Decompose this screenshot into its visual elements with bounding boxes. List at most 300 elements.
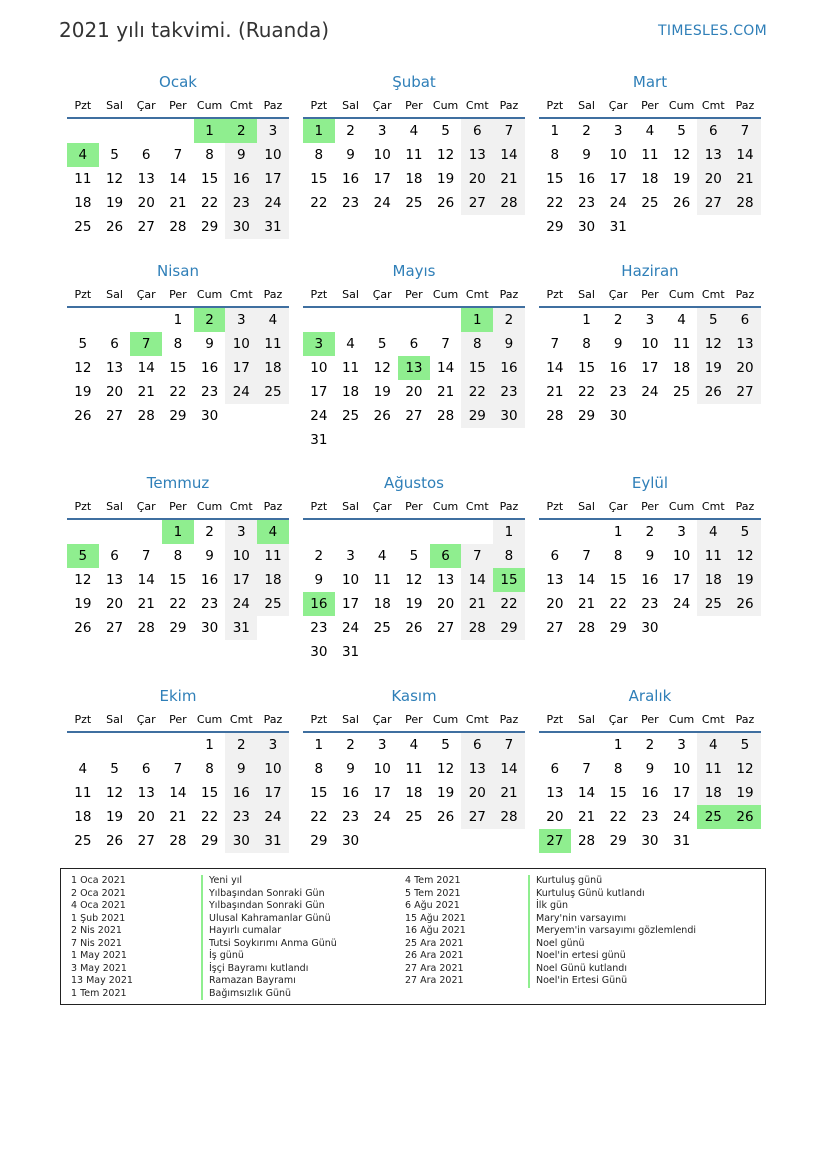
day-cell: 24 [257, 805, 289, 829]
day-cell: 10 [341, 572, 360, 588]
legend-date: 1 Oca 2021 [71, 875, 126, 886]
day-cell: 23 [609, 384, 627, 400]
day-cell: 22 [609, 596, 627, 612]
day-cell: 14 [437, 360, 455, 376]
day-cell: 19 [673, 171, 691, 187]
day-cell: 1 [173, 312, 183, 328]
day-cell: 17 [373, 785, 391, 801]
month-block [67, 259, 289, 428]
day-cell: 15 [546, 171, 564, 187]
day-cell: 26 [105, 833, 124, 849]
legend-date: 7 Nis 2021 [71, 937, 122, 949]
weekday-label: Cum [432, 288, 459, 301]
legend-holiday-name: Hayırlı cumalar [201, 925, 337, 938]
day-cell: 1 [582, 312, 591, 328]
day-cell: 1 [493, 520, 525, 544]
holiday-day-cell: 1 [303, 119, 335, 143]
day-cell: 4 [409, 737, 419, 753]
weekday-label: Paz [735, 99, 755, 112]
weekday-header [67, 284, 289, 308]
day-cell: 8 [173, 548, 183, 564]
day-cell: 17 [257, 781, 289, 805]
empty-cell [539, 520, 571, 544]
day-cell: 20 [405, 384, 423, 400]
day-cell: 7 [493, 733, 525, 757]
day-cell: 28 [169, 833, 187, 849]
day-cell: 16 [341, 785, 360, 801]
legend-holiday-name: Kurtuluş Günü kutlandı [528, 888, 696, 901]
day-cell: 20 [105, 384, 124, 400]
day-cell: 25 [74, 833, 92, 849]
day-cell: 15 [609, 572, 627, 588]
day-cell: 30 [225, 829, 257, 853]
day-cell: 3 [225, 308, 257, 332]
weekday-header [303, 709, 525, 733]
day-cell: 23 [577, 195, 596, 211]
legend-dates-col-1 [71, 875, 133, 1000]
day-cell: 2 [613, 312, 623, 328]
empty-cell [539, 308, 571, 332]
day-cell: 25 [641, 195, 659, 211]
weekday-label: Sal [578, 288, 595, 301]
legend-date: 5 Tem 2021 [405, 887, 461, 899]
holiday-day-cell: 1 [194, 119, 226, 143]
legend-names-col-1 [201, 875, 337, 1000]
day-cell: 21 [577, 809, 596, 825]
weekday-label: Per [641, 500, 659, 513]
day-cell: 3 [677, 737, 686, 753]
day-cell: 25 [673, 384, 691, 400]
day-cell: 19 [697, 356, 729, 380]
day-cell: 10 [310, 360, 328, 376]
weekday-label: Çar [372, 288, 392, 301]
day-cell: 18 [74, 195, 92, 211]
weekday-label: Cmt [465, 500, 489, 513]
day-cell: 13 [461, 757, 493, 781]
day-cell: 19 [74, 596, 92, 612]
weekday-label: Paz [735, 713, 755, 726]
day-cell: 8 [613, 761, 623, 777]
day-cell: 18 [697, 781, 729, 805]
weekday-label: Per [169, 713, 187, 726]
day-cell: 20 [546, 809, 564, 825]
month-block [539, 684, 761, 853]
day-cell: 8 [205, 147, 214, 163]
day-cell: 6 [550, 548, 560, 564]
month-block [67, 471, 289, 640]
weekday-header [303, 95, 525, 119]
weekday-label: Cum [668, 288, 695, 301]
day-cell: 5 [697, 308, 729, 332]
day-cell: 26 [74, 408, 92, 424]
holiday-day-cell: 16 [303, 592, 335, 616]
day-cell: 18 [74, 809, 92, 825]
holiday-day-cell: 6 [430, 544, 462, 568]
legend-holiday-name: Tutsi Soykırımı Anma Günü [201, 938, 337, 951]
empty-cell [539, 733, 571, 757]
day-cell: 17 [225, 356, 257, 380]
day-cell: 30 [577, 219, 596, 235]
day-cell: 10 [641, 336, 659, 352]
legend-holiday-name: Meryem'in varsayımı gözlemlendi [528, 925, 696, 938]
day-cell: 21 [729, 167, 761, 191]
day-cell: 23 [201, 596, 219, 612]
day-cell: 27 [697, 191, 729, 215]
weekday-label: Sal [106, 500, 123, 513]
day-cell: 3 [677, 524, 686, 540]
holiday-day-cell: 5 [67, 544, 99, 568]
empty-cell [398, 308, 430, 332]
weekday-label: Sal [106, 99, 123, 112]
brand-link[interactable]: TIMESLES.COM [658, 23, 767, 39]
day-cell: 3 [377, 737, 387, 753]
holiday-day-cell: 3 [303, 332, 335, 356]
day-cell: 13 [697, 143, 729, 167]
day-cell: 2 [205, 524, 214, 540]
day-grid [539, 520, 761, 640]
day-cell: 7 [493, 119, 525, 143]
legend-date: 25 Ara 2021 [405, 937, 464, 949]
day-cell: 26 [74, 620, 92, 636]
weekday-label: Cmt [701, 500, 725, 513]
day-cell: 18 [405, 171, 423, 187]
weekday-label: Pzt [546, 288, 564, 301]
day-cell: 7 [582, 761, 591, 777]
day-cell: 10 [673, 761, 691, 777]
weekday-label: Çar [608, 99, 628, 112]
day-cell: 27 [105, 620, 124, 636]
day-cell: 10 [257, 143, 289, 167]
day-cell: 29 [310, 833, 328, 849]
weekday-label: Sal [578, 500, 595, 513]
day-cell: 9 [346, 147, 355, 163]
day-cell: 11 [697, 544, 729, 568]
day-cell: 4 [346, 336, 355, 352]
day-cell: 21 [577, 596, 596, 612]
weekday-header [303, 284, 525, 308]
day-cell: 13 [137, 785, 155, 801]
day-cell: 15 [169, 360, 187, 376]
day-cell: 12 [697, 332, 729, 356]
empty-cell [130, 520, 162, 544]
day-cell: 3 [645, 312, 655, 328]
day-cell: 25 [257, 380, 289, 404]
day-cell: 29 [461, 404, 493, 428]
weekday-label: Paz [735, 500, 755, 513]
day-cell: 26 [105, 219, 124, 235]
holiday-day-cell: 7 [130, 332, 162, 356]
day-cell: 19 [405, 596, 423, 612]
weekday-header [539, 284, 761, 308]
day-cell: 20 [105, 596, 124, 612]
day-cell: 29 [201, 219, 219, 235]
weekday-header [539, 95, 761, 119]
day-cell: 6 [550, 761, 560, 777]
day-cell: 22 [310, 809, 328, 825]
day-cell: 23 [310, 620, 328, 636]
day-cell: 20 [137, 195, 155, 211]
weekday-label: Paz [735, 288, 755, 301]
day-cell: 14 [577, 572, 596, 588]
legend-date: 1 May 2021 [71, 950, 127, 961]
day-cell: 8 [550, 147, 560, 163]
day-cell: 25 [697, 592, 729, 616]
day-grid [67, 733, 289, 853]
day-cell: 10 [225, 332, 257, 356]
day-cell: 13 [137, 171, 155, 187]
weekday-label: Sal [342, 713, 359, 726]
legend-holiday-name: İş günü [201, 950, 337, 963]
day-cell: 15 [310, 171, 328, 187]
empty-cell [67, 119, 99, 143]
day-cell: 9 [314, 572, 324, 588]
day-cell: 10 [373, 147, 391, 163]
weekday-label: Sal [342, 288, 359, 301]
day-cell: 11 [74, 171, 92, 187]
day-cell: 12 [373, 360, 391, 376]
empty-cell [335, 520, 367, 544]
day-cell: 31 [609, 219, 627, 235]
day-cell: 22 [169, 596, 187, 612]
weekday-label: Cum [668, 500, 695, 513]
day-cell: 11 [673, 336, 691, 352]
holiday-day-cell: 4 [67, 143, 99, 167]
day-cell: 26 [673, 195, 691, 211]
day-cell: 17 [225, 568, 257, 592]
day-cell: 22 [461, 380, 493, 404]
empty-cell [99, 308, 131, 332]
day-cell: 8 [205, 761, 214, 777]
day-cell: 16 [577, 171, 596, 187]
day-cell: 23 [201, 384, 219, 400]
day-cell: 24 [257, 191, 289, 215]
day-cell: 23 [225, 191, 257, 215]
day-cell: 2 [493, 308, 525, 332]
weekday-label: Cmt [701, 288, 725, 301]
weekday-label: Sal [578, 713, 595, 726]
day-cell: 22 [577, 384, 596, 400]
day-cell: 10 [373, 761, 391, 777]
day-cell: 22 [493, 592, 525, 616]
day-cell: 9 [205, 548, 214, 564]
day-cell: 5 [441, 123, 450, 139]
holiday-day-cell: 2 [194, 308, 226, 332]
day-cell: 24 [373, 195, 391, 211]
legend-names-col-2 [528, 875, 696, 988]
day-cell: 20 [546, 596, 564, 612]
day-cell: 5 [377, 336, 387, 352]
day-cell: 29 [546, 219, 564, 235]
legend-holiday-name: Bağımsızlık Günü [201, 988, 337, 1001]
day-cell: 28 [493, 191, 525, 215]
month-block [539, 70, 761, 239]
empty-cell [571, 520, 603, 544]
weekday-label: Per [169, 288, 187, 301]
day-cell: 22 [201, 195, 219, 211]
weekday-label: Cum [196, 99, 223, 112]
day-cell: 19 [74, 384, 92, 400]
weekday-label: Per [641, 99, 659, 112]
day-cell: 26 [437, 195, 455, 211]
legend-holiday-name: İşçi Bayramı kutlandı [201, 963, 337, 976]
legend-holiday-name: Mary'nin varsayımı [528, 913, 696, 926]
holiday-legend [60, 868, 766, 1005]
weekday-label: Per [405, 99, 423, 112]
day-cell: 4 [409, 123, 419, 139]
day-cell: 30 [641, 620, 659, 636]
day-grid [539, 119, 761, 239]
day-cell: 17 [673, 572, 691, 588]
day-cell: 7 [141, 548, 151, 564]
day-cell: 27 [405, 408, 423, 424]
day-cell: 24 [310, 408, 328, 424]
weekday-label: Paz [499, 713, 519, 726]
day-cell: 21 [169, 809, 187, 825]
day-cell: 25 [405, 809, 423, 825]
day-grid [303, 119, 525, 215]
day-cell: 20 [437, 596, 455, 612]
weekday-label: Cum [432, 713, 459, 726]
day-cell: 2 [645, 524, 655, 540]
day-cell: 12 [437, 147, 455, 163]
day-cell: 31 [310, 432, 328, 448]
holiday-day-cell: 25 [697, 805, 729, 829]
day-cell: 2 [225, 733, 257, 757]
day-cell: 28 [169, 219, 187, 235]
weekday-label: Cmt [701, 713, 725, 726]
day-cell: 5 [409, 548, 419, 564]
day-cell: 24 [641, 384, 659, 400]
day-cell: 17 [257, 167, 289, 191]
day-cell: 16 [609, 360, 627, 376]
day-cell: 18 [257, 356, 289, 380]
day-cell: 21 [137, 384, 155, 400]
holiday-day-cell: 26 [729, 805, 761, 829]
empty-cell [67, 733, 99, 757]
day-cell: 10 [609, 147, 627, 163]
day-cell: 30 [609, 408, 627, 424]
day-cell: 20 [697, 167, 729, 191]
day-cell: 26 [729, 592, 761, 616]
day-cell: 24 [609, 195, 627, 211]
day-cell: 26 [405, 620, 423, 636]
weekday-label: Pzt [546, 99, 564, 112]
day-cell: 6 [110, 548, 119, 564]
day-cell: 31 [225, 616, 257, 640]
weekday-label: Cmt [465, 99, 489, 112]
legend-holiday-name: Yılbaşından Sonraki Gün [201, 888, 337, 901]
day-cell: 21 [493, 781, 525, 805]
weekday-label: Çar [608, 288, 628, 301]
day-cell: 9 [493, 332, 525, 356]
day-cell: 29 [493, 616, 525, 640]
legend-date: 6 Ağu 2021 [405, 900, 460, 911]
day-cell: 15 [201, 171, 219, 187]
month-block [303, 70, 525, 215]
weekday-header [539, 496, 761, 520]
day-cell: 3 [377, 123, 387, 139]
day-cell: 17 [373, 171, 391, 187]
day-cell: 8 [582, 336, 591, 352]
day-cell: 4 [697, 733, 729, 757]
day-cell: 28 [437, 408, 455, 424]
empty-cell [130, 119, 162, 143]
day-cell: 19 [437, 785, 455, 801]
day-cell: 17 [641, 360, 659, 376]
empty-cell [398, 520, 430, 544]
day-cell: 28 [577, 833, 596, 849]
day-cell: 13 [105, 360, 124, 376]
day-cell: 18 [405, 785, 423, 801]
day-cell: 5 [110, 147, 119, 163]
weekday-label: Cum [432, 500, 459, 513]
empty-cell [430, 308, 462, 332]
day-cell: 3 [225, 520, 257, 544]
day-cell: 22 [609, 809, 627, 825]
legend-holiday-name: Yeni yıl [201, 875, 337, 888]
weekday-label: Pzt [74, 288, 92, 301]
month-name: Ağustos [384, 474, 444, 492]
weekday-label: Çar [136, 500, 156, 513]
legend-holiday-name: Yılbaşından Sonraki Gün [201, 900, 337, 913]
weekday-label: Sal [342, 500, 359, 513]
month-name: Haziran [621, 262, 679, 280]
day-cell: 4 [78, 761, 88, 777]
empty-cell [461, 520, 493, 544]
day-cell: 25 [341, 408, 360, 424]
day-grid [303, 733, 525, 853]
day-cell: 7 [441, 336, 450, 352]
day-cell: 13 [437, 572, 455, 588]
day-cell: 19 [729, 568, 761, 592]
weekday-label: Cum [432, 99, 459, 112]
day-cell: 11 [257, 332, 289, 356]
weekday-label: Çar [372, 713, 392, 726]
day-cell: 26 [697, 380, 729, 404]
day-cell: 16 [641, 785, 659, 801]
day-cell: 8 [613, 548, 623, 564]
weekday-label: Cmt [229, 288, 253, 301]
weekday-label: Çar [136, 288, 156, 301]
day-cell: 13 [105, 572, 124, 588]
weekday-label: Paz [263, 713, 283, 726]
day-cell: 30 [201, 408, 219, 424]
day-cell: 13 [546, 572, 564, 588]
day-cell: 19 [437, 171, 455, 187]
day-cell: 30 [493, 404, 525, 428]
day-cell: 28 [461, 616, 493, 640]
day-cell: 20 [461, 781, 493, 805]
day-grid [539, 733, 761, 853]
month-name: Temmuz [146, 474, 210, 492]
day-cell: 4 [697, 520, 729, 544]
day-cell: 14 [169, 785, 187, 801]
empty-cell [366, 520, 398, 544]
weekday-label: Pzt [546, 500, 564, 513]
day-cell: 8 [173, 336, 183, 352]
weekday-label: Per [169, 99, 187, 112]
day-cell: 1 [613, 524, 623, 540]
day-cell: 12 [729, 544, 761, 568]
weekday-label: Pzt [74, 500, 92, 513]
day-cell: 25 [405, 195, 423, 211]
day-cell: 7 [729, 119, 761, 143]
day-cell: 22 [546, 195, 564, 211]
weekday-label: Per [405, 288, 423, 301]
empty-cell [67, 520, 99, 544]
day-cell: 11 [341, 360, 360, 376]
day-cell: 27 [437, 620, 455, 636]
